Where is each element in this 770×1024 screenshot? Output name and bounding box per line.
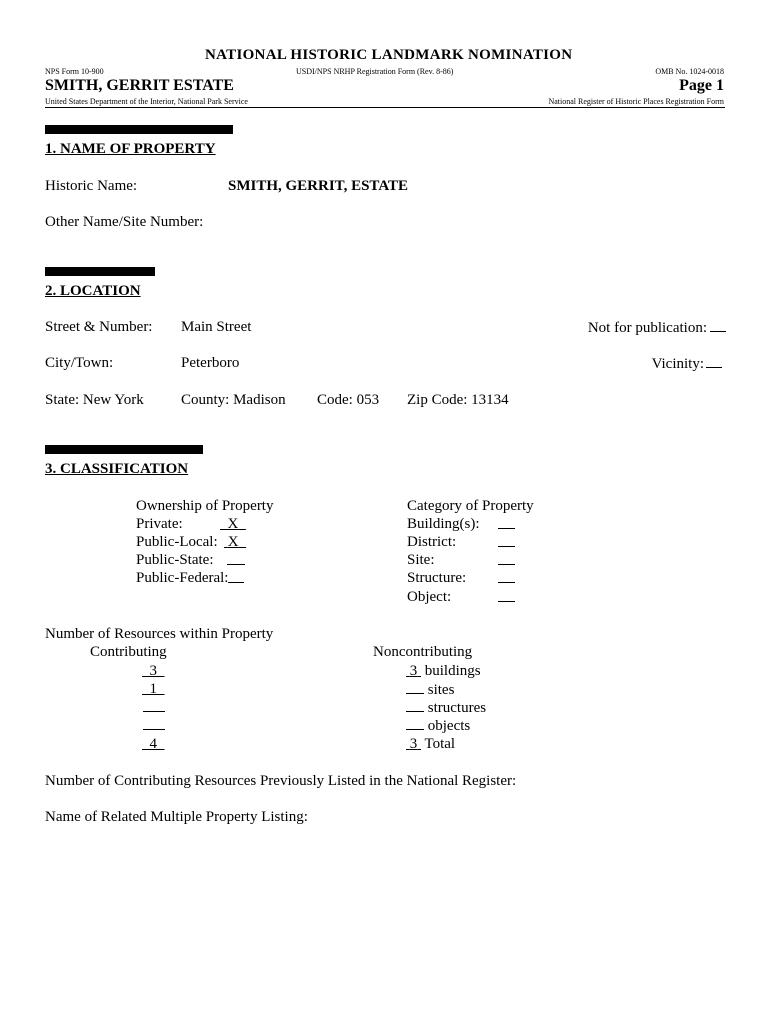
form-number: NPS Form 10-900 xyxy=(45,67,104,76)
contrib-total xyxy=(142,736,165,753)
contrib-buildings xyxy=(142,663,165,680)
omb-number: OMB No. 1024-0018 xyxy=(655,67,724,76)
section-3-heading: 3. CLASSIFICATION xyxy=(45,461,189,477)
buildings-row-label: buildings xyxy=(424,663,481,679)
contrib-sites xyxy=(142,681,165,698)
city-label: City/Town: xyxy=(45,355,114,371)
vicinity-label: Vicinity: xyxy=(651,356,704,372)
noncontrib-structures-blank xyxy=(406,699,424,712)
related-listing-label: Name of Related Multiple Property Listing: xyxy=(45,809,308,825)
private-label: Private: xyxy=(136,516,183,532)
noncontrib-objects-row xyxy=(406,717,470,735)
vicinity xyxy=(652,355,722,373)
buildings-blank xyxy=(498,516,515,529)
not-for-publication-label: Not for publication: xyxy=(587,320,707,336)
vicinity-blank xyxy=(706,355,722,368)
public-federal-blank xyxy=(228,570,244,583)
section-2-heading: 2. LOCATION xyxy=(45,283,141,299)
document-title: NATIONAL HISTORIC LANDMARK NOMINATION xyxy=(205,47,573,63)
not-for-publication-blank xyxy=(710,319,726,332)
public-local-mark xyxy=(224,534,246,551)
buildings-label: Building(s): xyxy=(407,516,480,532)
city-value: Peterboro xyxy=(181,355,240,371)
private-mark xyxy=(220,516,246,533)
property-name-header: SMITH, GERRIT ESTATE xyxy=(45,77,234,94)
section-2-bar xyxy=(45,267,155,276)
noncontrib-buildings-value: 3 xyxy=(409,663,418,679)
code-field: Code: 053 xyxy=(317,392,380,408)
noncontrib-objects-blank xyxy=(406,717,424,730)
structures-row-label: structures xyxy=(427,700,487,716)
contrib-objects-blank xyxy=(143,717,165,730)
contrib-sites-value: 1 xyxy=(149,681,157,697)
street-value: Main Street xyxy=(181,319,252,335)
public-local-mark-value: X xyxy=(227,534,239,550)
header-rule xyxy=(45,107,725,108)
public-state-blank xyxy=(227,552,245,565)
noncontrib-total xyxy=(406,736,421,752)
total-row-label: Total xyxy=(424,736,456,752)
historic-name-value: SMITH, GERRIT, ESTATE xyxy=(228,178,409,194)
site-label: Site: xyxy=(407,552,435,568)
noncontrib-sites-row xyxy=(406,681,454,699)
noncontrib-total-row xyxy=(406,736,455,753)
noncontrib-structures-row xyxy=(406,699,486,717)
page-number: Page 1 xyxy=(679,77,724,94)
ownership-title: Ownership of Property xyxy=(136,498,274,514)
noncontrib-buildings xyxy=(406,663,421,679)
contributing-label: Contributing xyxy=(90,644,167,660)
public-state-label: Public-State: xyxy=(136,552,214,568)
noncontrib-total-value: 3 xyxy=(409,736,418,752)
contrib-structures-blank xyxy=(143,699,165,712)
state-field: State: New York xyxy=(45,392,144,408)
contrib-total-value: 4 xyxy=(149,736,157,752)
zip-field: Zip Code: 13134 xyxy=(407,392,509,408)
category-title: Category of Property xyxy=(407,498,534,514)
object-label: Object: xyxy=(407,589,452,605)
not-for-publication xyxy=(588,319,726,337)
section-1-heading: 1. NAME OF PROPERTY xyxy=(45,141,216,157)
public-local-label: Public-Local: xyxy=(136,534,218,550)
private-mark-value: X xyxy=(227,516,239,532)
department-line: United States Department of the Interior, National Park Service xyxy=(45,97,248,106)
other-name-label: Other Name/Site Number: xyxy=(45,214,204,230)
form-usdi: USDI/NPS NRHP Registration Form (Rev. 8-86) xyxy=(296,67,454,76)
street-label: Street & Number: xyxy=(45,319,153,335)
district-blank xyxy=(498,534,515,547)
structure-blank xyxy=(498,570,515,583)
county-field: County: Madison xyxy=(181,392,286,408)
resources-title: Number of Resources within Property xyxy=(45,626,274,642)
objects-row-label: objects xyxy=(427,718,471,734)
site-blank xyxy=(498,552,515,565)
structure-label: Structure: xyxy=(407,570,467,586)
district-label: District: xyxy=(407,534,457,550)
section-3-bar xyxy=(45,445,203,454)
public-federal-label: Public-Federal: xyxy=(136,570,229,586)
noncontrib-buildings-row xyxy=(406,663,481,680)
contrib-buildings-value: 3 xyxy=(149,663,157,679)
section-1-bar xyxy=(45,125,233,134)
noncontributing-label: Noncontributing xyxy=(373,644,473,660)
noncontrib-sites-blank xyxy=(406,681,424,694)
sites-row-label: sites xyxy=(427,682,455,698)
historic-name-label: Historic Name: xyxy=(45,178,138,194)
previously-listed-label: Number of Contributing Resources Previously Listed in the National Register: xyxy=(45,773,517,789)
object-blank xyxy=(498,589,515,602)
register-line: National Register of Historic Places Registration Form xyxy=(548,97,724,106)
